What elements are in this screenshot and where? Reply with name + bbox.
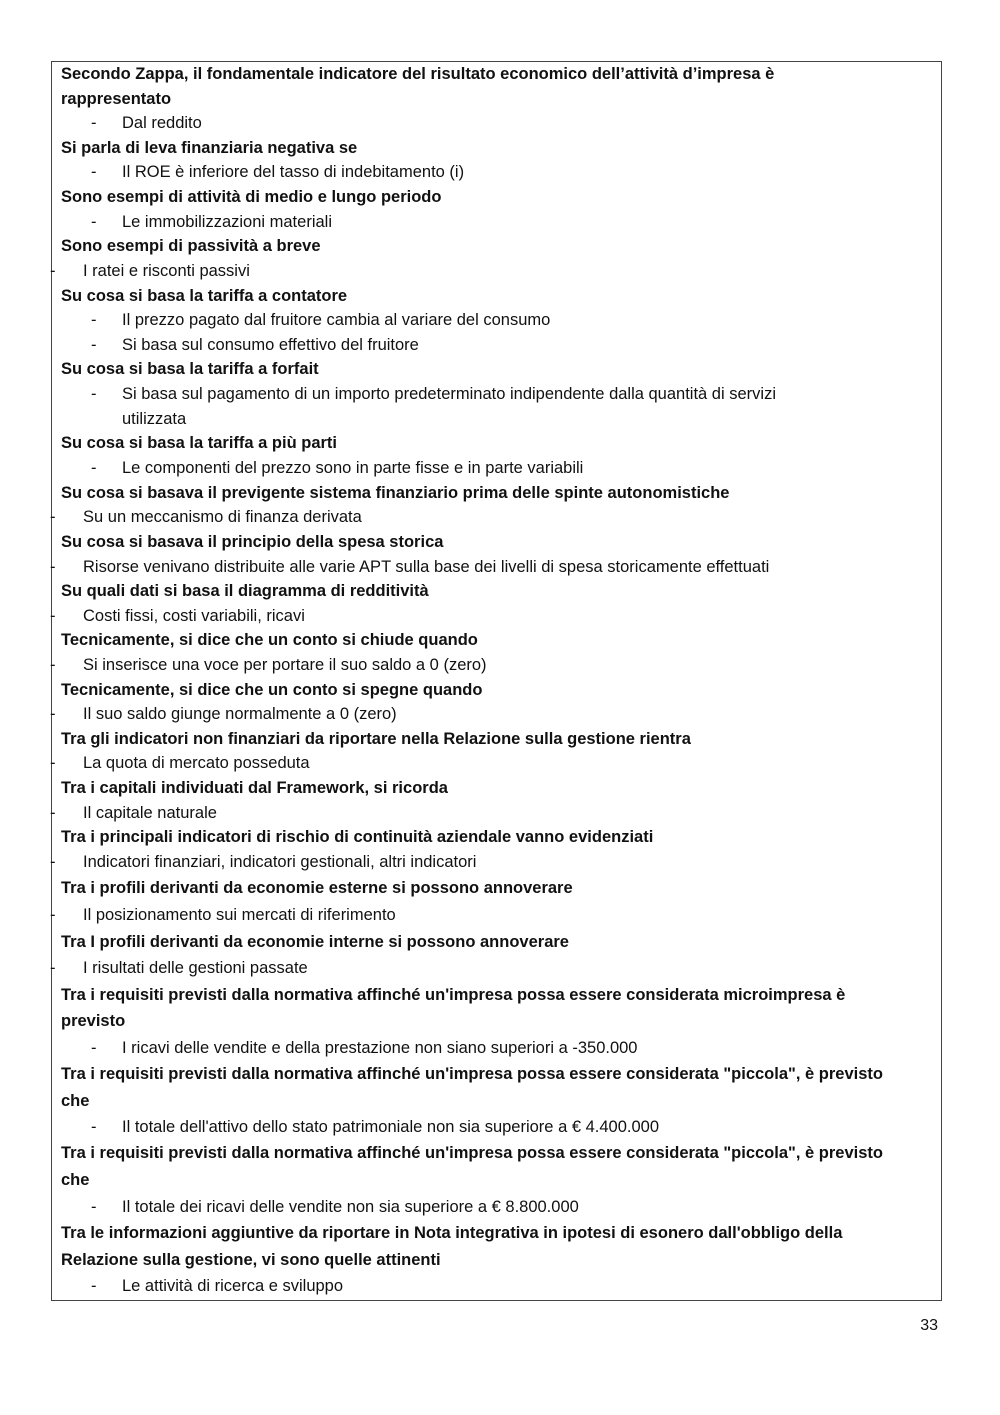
dash-bullet: -: [50, 558, 56, 576]
line-text: Su un meccanismo di finanza derivata: [83, 508, 362, 526]
line-text: Indicatori finanziari, indicatori gestionali, altri indicatori: [83, 853, 477, 871]
line-text: Il totale dei ricavi delle vendite non sia superiore a € 8.800.000: [122, 1198, 579, 1216]
line-text: Tecnicamente, si dice che un conto si spegne quando: [61, 681, 483, 699]
line-text: Su quali dati si basa il diagramma di redditività: [61, 582, 429, 600]
line-text: Su cosa si basava il principio della spesa storica: [61, 533, 444, 551]
dash-bullet: -: [50, 656, 56, 674]
dash-bullet: -: [50, 508, 56, 526]
dash-bullet: -: [91, 459, 97, 477]
line-text: Sono esempi di passività a breve: [61, 237, 321, 255]
line-text: Tra I profili derivanti da economie interne si possono annoverare: [61, 933, 569, 951]
line-text: Tecnicamente, si dice che un conto si chiude quando: [61, 631, 478, 649]
dash-bullet: -: [50, 853, 56, 871]
dash-bullet: -: [91, 1039, 97, 1057]
dash-bullet: -: [91, 213, 97, 231]
dash-bullet: -: [91, 385, 97, 403]
line-text: che: [61, 1171, 90, 1189]
line-text: Relazione sulla gestione, vi sono quelle attinenti: [61, 1251, 441, 1269]
line-text: Si inserisce una voce per portare il suo saldo a 0 (zero): [83, 656, 487, 674]
line-text: che: [61, 1092, 90, 1110]
dash-bullet: -: [91, 336, 97, 354]
dash-bullet: -: [50, 804, 56, 822]
line-text: Tra i capitali individuati dal Framework, si ricorda: [61, 779, 448, 797]
dash-bullet: -: [50, 754, 56, 772]
line-text: Dal reddito: [122, 114, 202, 132]
line-text: I risultati delle gestioni passate: [83, 959, 308, 977]
line-text: Le attività di ricerca e sviluppo: [122, 1277, 344, 1295]
dash-bullet: -: [91, 1277, 97, 1295]
line-text: Tra i profili derivanti da economie esterne si possono annoverare: [61, 879, 573, 897]
line-text: Tra gli indicatori non finanziari da riportare nella Relazione sulla gestione rientra: [61, 730, 691, 748]
qa-list-box: [51, 61, 942, 1301]
line-text: I ricavi delle vendite e della prestazione non siano superiori a -350.000: [122, 1039, 638, 1057]
line-text: previsto: [61, 1012, 126, 1030]
line-text: Risorse venivano distribuite alle varie APT sulla base dei livelli di spesa storicamente effettuati: [83, 558, 770, 576]
line-text: rappresentato: [61, 90, 172, 108]
line-text: Le componenti del prezzo sono in parte fisse e in parte variabili: [122, 459, 584, 477]
dash-bullet: -: [50, 959, 56, 977]
line-text: Su cosa si basa la tariffa a contatore: [61, 287, 348, 305]
line-text: Tra i requisiti previsti dalla normativa affinché un'impresa possa essere considerata microimpresa è: [61, 986, 846, 1004]
line-text: Tra i principali indicatori di rischio di continuità aziendale vanno evidenziati: [61, 828, 654, 846]
line-text: utilizzata: [122, 410, 187, 428]
line-text: Costi fissi, costi variabili, ricavi: [83, 607, 305, 625]
line-text: Il ROE è inferiore del tasso di indebitamento (i): [122, 163, 465, 181]
line-text: Su cosa si basa la tariffa a più parti: [61, 434, 338, 452]
dash-bullet: -: [91, 114, 97, 132]
line-text: Il totale dell'attivo dello stato patrimoniale non sia superiore a € 4.400.000: [122, 1118, 659, 1136]
dash-bullet: -: [50, 607, 56, 625]
line-text: Su cosa si basa la tariffa a forfait: [61, 360, 319, 378]
dash-bullet: -: [91, 1118, 97, 1136]
line-text: La quota di mercato posseduta: [83, 754, 310, 772]
dash-bullet: -: [91, 311, 97, 329]
page-number: 33: [920, 1317, 938, 1334]
dash-bullet: -: [50, 906, 56, 924]
line-text: Si parla di leva finanziaria negativa se: [61, 139, 358, 157]
dash-bullet: -: [91, 163, 97, 181]
line-text: Su cosa si basava il previgente sistema finanziario prima delle spinte autonomistiche: [61, 484, 730, 502]
line-text: Il suo saldo giunge normalmente a 0 (zero): [83, 705, 397, 723]
line-text: Il posizionamento sui mercati di riferimento: [83, 906, 396, 924]
dash-bullet: -: [50, 705, 56, 723]
line-text: Secondo Zappa, il fondamentale indicatore del risultato economico dell’attività d’impresa è: [61, 65, 775, 83]
dash-bullet: -: [91, 1198, 97, 1216]
dash-bullet: -: [50, 262, 56, 280]
line-text: Si basa sul pagamento di un importo predeterminato indipendente dalla quantità di servizi: [122, 385, 776, 403]
line-text: Tra le informazioni aggiuntive da riportare in Nota integrativa in ipotesi di esonero dall'obbligo della: [61, 1224, 843, 1242]
line-text: Tra i requisiti previsti dalla normativa affinché un'impresa possa essere considerata "piccola", è previsto: [61, 1065, 883, 1083]
line-text: Il capitale naturale: [83, 804, 217, 822]
line-text: Sono esempi di attività di medio e lungo periodo: [61, 188, 442, 206]
line-text: Le immobilizzazioni materiali: [122, 213, 332, 231]
line-text: Tra i requisiti previsti dalla normativa affinché un'impresa possa essere considerata "piccola", è previsto: [61, 1144, 883, 1162]
line-text: Il prezzo pagato dal fruitore cambia al variare del consumo: [122, 311, 551, 329]
line-text: I ratei e risconti passivi: [83, 262, 250, 280]
line-text: Si basa sul consumo effettivo del fruitore: [122, 336, 419, 354]
